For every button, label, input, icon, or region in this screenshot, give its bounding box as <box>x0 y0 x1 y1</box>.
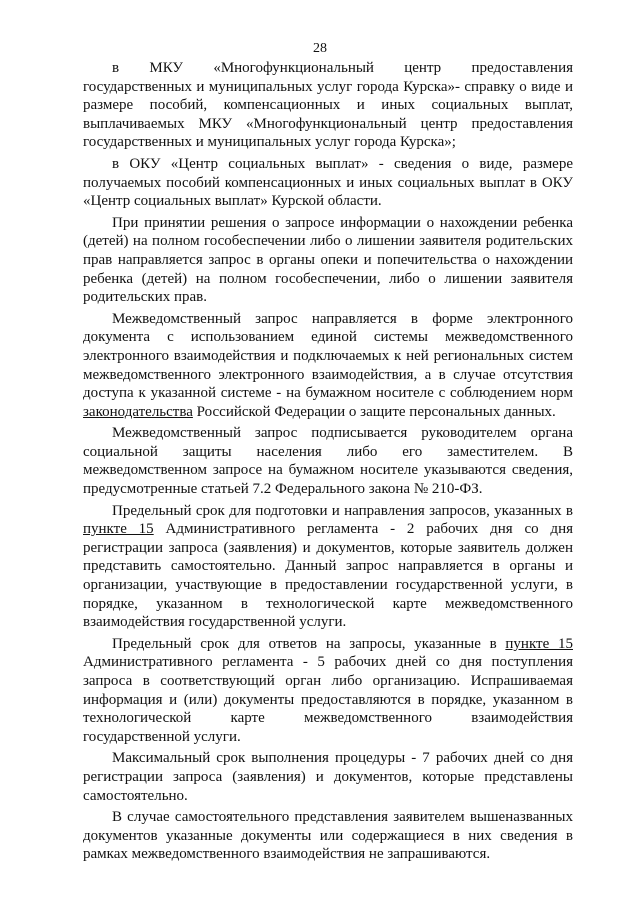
paragraph-guardianship-request <box>83 214 573 307</box>
paragraph-electronic-request <box>83 310 573 422</box>
page-number: 28 <box>313 41 327 56</box>
paragraph-text: Межведомственный запрос подписывается руководителем органа социальной защиты населения либо его заместителем. В межведомственном запросе на бумажном носителе указываются сведения, предусмотренные статьей 7.2 Федерального закона № 210-ФЗ. <box>83 425 573 498</box>
paragraph-response-deadline <box>83 635 573 747</box>
paragraph-mku-certificate <box>83 59 573 152</box>
paragraph-text: в ОКУ «Центр социальных выплат» - сведения о виде, размере получаемых пособий компенсационных и иных социальных выплат в ОКУ «Центр социальных выплат» Курской области. <box>83 155 573 210</box>
paragraph-text: Межведомственный запрос направляется в форме электронного документа с использованием единой системы межведомственного электронного взаимодействия и подключаемых к ней региональных систем межведомственного электронного взаимодействия, а в случае отсутствия доступа к указанной системе - на бумажном носителе с соблюдением норм <box>83 310 573 402</box>
document-body <box>83 59 573 867</box>
paragraph-request-signing <box>83 424 573 498</box>
legislation-link[interactable]: законодательства <box>83 403 193 420</box>
paragraph-text: Предельный срок для подготовки и направления запросов, указанных в <box>112 502 573 519</box>
paragraph-max-duration <box>83 749 573 805</box>
paragraph-self-submission <box>83 808 573 864</box>
paragraph-preparation-deadline <box>83 502 573 632</box>
paragraph-text: Административного регламента - 5 рабочих дней со дня поступления запроса в соответствующий орган либо организацию. Испрашиваемая информация и (или) документы предоставляются в порядке, указанном в технологической карте межведомственного взаимодействия государственной услуги. <box>83 654 573 745</box>
paragraph-text: Максимальный срок выполнения процедуры - 7 рабочих дней со дня регистрации запроса (заявления) и документов, которые представлены самостоятельно. <box>83 750 573 804</box>
paragraph-text: При принятии решения о запросе информации о нахождении ребенка (детей) на полном гособеспечении либо о лишении заявителя родительских прав направляется запрос в органы опеки и попечительства о нахождении ребенка (детей) на полном гособеспечении, либо о лишении заявителя родительских прав. <box>83 214 573 306</box>
paragraph-text: Предельный срок для ответов на запросы, указанные в <box>112 635 506 652</box>
clause-15-link[interactable]: пункте 15 <box>505 635 573 652</box>
paragraph-text: Российской Федерации о защите персональных данных. <box>192 403 556 420</box>
clause-15-link[interactable]: пункте 15 <box>83 521 154 538</box>
paragraph-text: Административного регламента - 2 рабочих дня со дня регистрации запроса (заявления) и документов, которые заявитель должен представить самостоятельно. Данный запрос направляется в органы и организации, участвующие в предоставлении государственной услуги, в порядке, указанном в технологической карте межведомственного взаимодействия государственной услуги. <box>83 521 573 631</box>
paragraph-oku-information <box>83 155 573 211</box>
paragraph-text: В случае самостоятельного представления заявителем вышеназванных документов указанные документы или содержащиеся в них сведения в рамках межведомственного взаимодействия не запрашиваются. <box>83 809 573 863</box>
paragraph-text: в МКУ «Многофункциональный центр предоставления государственных и муниципальных услуг города Курска»- справку о виде и размере пособий, компенсационных и иных социальных выплат, выплачиваемых МКУ «Многофункциональный центр предоставления государственных и муниципальных услуг города Курска»; <box>83 60 573 151</box>
